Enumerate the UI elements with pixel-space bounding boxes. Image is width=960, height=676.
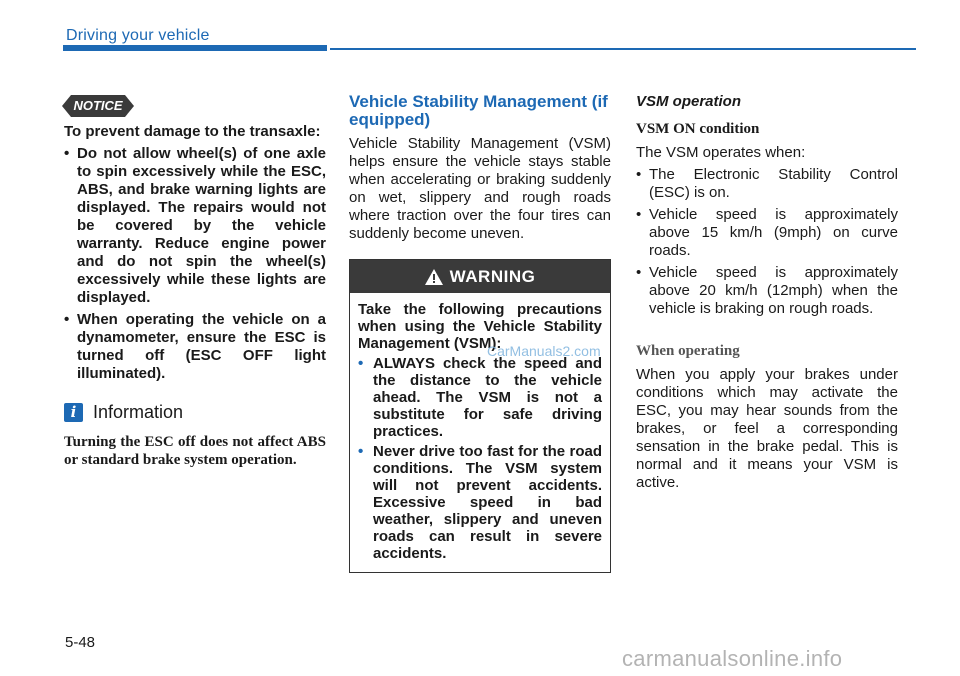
vsm-operation-title: VSM operation xyxy=(636,93,742,110)
bullet-icon: • xyxy=(636,264,642,281)
vsm-on-condition-heading: VSM ON condition xyxy=(636,121,760,137)
warning-triangle-icon xyxy=(425,269,443,285)
warning-title: WARNING xyxy=(449,266,536,286)
information-label: Information xyxy=(93,402,184,422)
when-operating-heading: When operating xyxy=(636,343,740,359)
section-title: Driving your vehicle xyxy=(66,27,210,44)
bullet-icon: • xyxy=(358,355,364,372)
column-right xyxy=(636,93,898,492)
bullet-icon: • xyxy=(358,443,364,460)
list-item: • Never drive too fast for the road conditions. The VSM system will not prevent accidents. Excessive speed in bad weather, slippery and uneven roads can result in severe accidents. xyxy=(358,443,602,562)
vsm-description: Vehicle Stability Management (VSM) helps ensure the vehicle stays stable when accelerating or braking suddenly on wet, slippery and rough roads where traction over the four tires can suddenly become uneven. xyxy=(349,135,611,242)
warning-list xyxy=(358,355,602,562)
information-header xyxy=(64,401,326,423)
info-icon: i xyxy=(64,403,83,422)
notice-badge xyxy=(62,95,134,117)
warning-header xyxy=(350,260,610,293)
vsm-on-condition-intro: The VSM operates when: xyxy=(636,144,806,161)
bullet-icon: • xyxy=(64,311,70,328)
notice-intro: To prevent damage to the transaxle: xyxy=(64,123,321,140)
column-left xyxy=(64,123,326,469)
list-item: • Vehicle speed is approximately above 15 km/h (9mph) on curve roads. xyxy=(636,206,898,259)
bullet-icon: • xyxy=(64,145,70,162)
list-item: • The Electronic Stability Control (ESC) is on. xyxy=(636,166,898,201)
when-operating-text: When you apply your brakes under conditions which may activate the ESC, you may hear sounds from the brakes, or feel a corresponding sensation in the brake pedal. This is normal and it means your VSM is active. xyxy=(636,366,898,491)
bullet-icon: • xyxy=(636,206,642,223)
warning-intro: Take the following precautions when using the Vehicle Stability Management (VSM): xyxy=(358,301,602,352)
vsm-on-list xyxy=(636,166,898,318)
notice-list xyxy=(64,145,326,383)
list-item: • When operating the vehicle on a dynamometer, ensure the ESC is turned off (ESC OFF light illuminated). xyxy=(64,311,326,382)
list-item: • ALWAYS check the speed and the distance to the vehicle ahead. The VSM is not a substitute for safe driving practices. xyxy=(358,355,602,440)
column-middle xyxy=(349,93,611,573)
watermark-bottom: carmanualsonline.info xyxy=(622,646,843,671)
information-text: Turning the ESC off does not affect ABS or standard brake system operation. xyxy=(64,434,326,468)
bullet-icon: • xyxy=(636,166,642,183)
header-rule-thin xyxy=(330,48,916,50)
vsm-title: Vehicle Stability Management (if equipped) xyxy=(349,92,608,129)
list-item: • Vehicle speed is approximately above 20 km/h (12mph) when the vehicle is braking on rough roads. xyxy=(636,264,898,317)
warning-body xyxy=(350,293,610,572)
header-rule-thick xyxy=(63,45,327,51)
page-number: 5-48 xyxy=(65,634,96,651)
notice-badge-label: NOTICE xyxy=(73,98,123,113)
list-item: • Do not allow wheel(s) of one axle to spin excessively while the ESC, ABS, and brake warning lights are displayed. The repairs would not be covered by the vehicle warranty. Reduce engine power and do not spin the wheel(s) excessively while these lights are displayed. xyxy=(64,145,326,306)
warning-box xyxy=(349,259,611,573)
watermark-center: CarManuals2.com xyxy=(487,343,601,359)
